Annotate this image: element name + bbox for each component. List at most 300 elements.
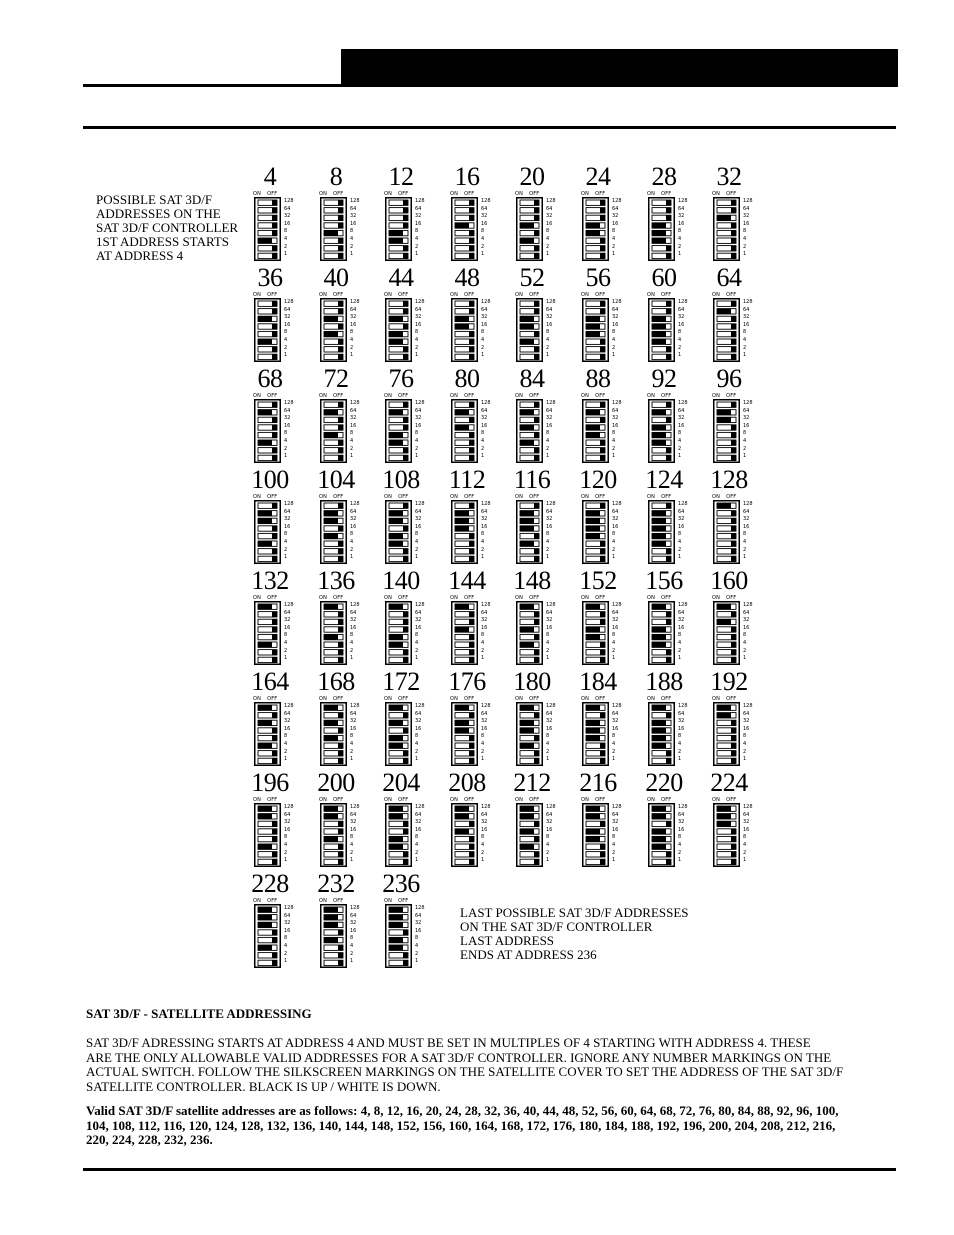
address-number: 88 bbox=[585, 364, 611, 393]
switch-lever-off bbox=[469, 354, 474, 359]
bit-weight: 128 bbox=[678, 703, 688, 709]
dip-switch-208 bbox=[444, 770, 510, 870]
dip-switch-body bbox=[648, 500, 675, 564]
bit-weight: 1 bbox=[350, 352, 354, 359]
dip-switch-body bbox=[254, 904, 281, 968]
switch-lever-on bbox=[652, 432, 666, 437]
bit-weight: 8 bbox=[481, 228, 485, 235]
bit-weight: 1 bbox=[415, 554, 419, 561]
bit-weight: 128 bbox=[284, 400, 294, 406]
switch-lever-on bbox=[652, 844, 666, 849]
bit-weight-labels bbox=[678, 198, 700, 259]
off-label: OFF bbox=[333, 797, 344, 803]
bit-weight: 64 bbox=[415, 912, 422, 919]
off-label: OFF bbox=[267, 494, 278, 500]
bit-weight: 64 bbox=[678, 811, 685, 818]
bit-weight: 16 bbox=[481, 624, 488, 631]
bit-weight: 8 bbox=[546, 430, 550, 437]
bit-weight: 128 bbox=[743, 602, 753, 608]
bit-weight: 2 bbox=[678, 647, 682, 654]
switch-lever-off bbox=[666, 448, 671, 453]
address-number: 156 bbox=[645, 566, 683, 595]
switch-lever-off bbox=[338, 208, 343, 213]
section-title: SAT 3D/F - SATELLITE ADDRESSING bbox=[86, 1006, 312, 1021]
switch-lever-off bbox=[534, 619, 539, 624]
switch-lever-off bbox=[403, 200, 408, 205]
switch-lever-off bbox=[338, 556, 343, 561]
switch-lever-on bbox=[389, 907, 403, 912]
switch-lever-on bbox=[520, 440, 534, 445]
switch-lever-off bbox=[600, 743, 605, 748]
address-number: 108 bbox=[382, 465, 420, 494]
switch-lever-off bbox=[534, 650, 539, 655]
bit-weight: 1 bbox=[546, 655, 550, 662]
bit-weight: 4 bbox=[678, 740, 682, 747]
switch-lever-on bbox=[586, 735, 600, 740]
bit-weight: 64 bbox=[546, 710, 553, 717]
address-number: 104 bbox=[317, 465, 355, 494]
off-label: OFF bbox=[267, 292, 278, 298]
bit-weight: 16 bbox=[481, 826, 488, 833]
bit-weight: 8 bbox=[743, 329, 747, 336]
bit-weight: 2 bbox=[678, 445, 682, 452]
switch-lever-off bbox=[534, 331, 539, 336]
switch-lever-off bbox=[338, 339, 343, 344]
bit-weight: 128 bbox=[743, 703, 753, 709]
bit-weight: 4 bbox=[350, 639, 354, 646]
dip-switch-52 bbox=[509, 265, 575, 365]
bit-weight: 8 bbox=[415, 531, 419, 538]
bit-weight: 8 bbox=[743, 632, 747, 639]
switch-lever-off bbox=[338, 246, 343, 251]
switch-lever-on bbox=[455, 324, 469, 329]
on-label: ON bbox=[384, 191, 393, 197]
on-label: ON bbox=[253, 797, 262, 803]
bit-weight: 128 bbox=[612, 198, 622, 204]
dip-switch-236 bbox=[378, 871, 444, 971]
bit-weight-labels bbox=[284, 198, 306, 259]
switch-lever-off bbox=[534, 735, 539, 740]
bit-weight: 2 bbox=[415, 647, 419, 654]
switch-lever-on bbox=[258, 518, 272, 523]
bit-weight: 64 bbox=[612, 609, 619, 616]
switch-lever-off bbox=[403, 728, 408, 733]
switch-lever-off bbox=[600, 657, 605, 662]
on-label: ON bbox=[712, 191, 721, 197]
switch-lever-off bbox=[600, 852, 605, 857]
switch-lever-off bbox=[469, 533, 474, 538]
bit-weight: 16 bbox=[678, 422, 685, 429]
bit-weight: 1 bbox=[678, 756, 682, 763]
bit-weight: 2 bbox=[743, 546, 747, 553]
switch-lever-off bbox=[272, 200, 277, 205]
address-number: 64 bbox=[716, 263, 742, 292]
switch-lever-on bbox=[455, 604, 469, 609]
dip-switch-body bbox=[385, 601, 412, 665]
switch-lever-on bbox=[455, 728, 469, 733]
bit-weight: 32 bbox=[415, 819, 422, 826]
on-label: ON bbox=[450, 393, 459, 399]
bit-weight: 8 bbox=[350, 228, 354, 235]
valid-addresses-list bbox=[86, 1104, 886, 1148]
bit-weight: 2 bbox=[284, 344, 288, 351]
switch-lever-on bbox=[520, 743, 534, 748]
bit-weight: 1 bbox=[415, 857, 419, 864]
switch-lever-on bbox=[652, 230, 666, 235]
bit-weight: 2 bbox=[481, 445, 485, 452]
switch-lever-on bbox=[652, 806, 666, 811]
switch-lever-on bbox=[258, 316, 272, 321]
switch-lever-off bbox=[469, 331, 474, 336]
bit-weight: 2 bbox=[612, 344, 616, 351]
bit-weight: 32 bbox=[678, 415, 685, 422]
switch-lever-off bbox=[338, 503, 343, 508]
bit-weight: 4 bbox=[415, 942, 419, 949]
switch-lever-on bbox=[520, 324, 534, 329]
off-label: OFF bbox=[595, 393, 606, 399]
bit-weight: 32 bbox=[415, 617, 422, 624]
bit-weight: 64 bbox=[743, 205, 750, 212]
switch-lever-off bbox=[272, 309, 277, 314]
dip-switch-body bbox=[385, 298, 412, 362]
off-label: OFF bbox=[529, 292, 540, 298]
bit-weight: 32 bbox=[481, 819, 488, 826]
off-label: OFF bbox=[661, 191, 672, 197]
switch-lever-on bbox=[586, 230, 600, 235]
switch-lever-off bbox=[272, 627, 277, 632]
switch-lever-off bbox=[272, 215, 277, 220]
bit-weight: 64 bbox=[546, 407, 553, 414]
dip-switch-40 bbox=[313, 265, 379, 365]
dip-switch-32 bbox=[706, 164, 772, 264]
bit-weight: 64 bbox=[612, 205, 619, 212]
first-note-line: SAT 3D/F CONTROLLER bbox=[96, 220, 239, 235]
dip-switch-220 bbox=[641, 770, 707, 870]
bit-weight: 8 bbox=[546, 228, 550, 235]
switch-lever-on bbox=[324, 806, 338, 811]
bit-weight-labels bbox=[546, 501, 568, 562]
switch-lever-on bbox=[389, 642, 403, 647]
switch-lever-off bbox=[272, 549, 277, 554]
switch-lever-off bbox=[338, 541, 343, 546]
bit-weight: 8 bbox=[612, 329, 616, 336]
switch-lever-off bbox=[600, 448, 605, 453]
off-label: OFF bbox=[661, 595, 672, 601]
dip-switch-8 bbox=[313, 164, 379, 264]
dip-switch-body bbox=[648, 601, 675, 665]
dip-switch-body bbox=[385, 803, 412, 867]
dip-switch-96 bbox=[706, 366, 772, 466]
switch-lever-on bbox=[717, 806, 731, 811]
dip-switch-body bbox=[451, 803, 478, 867]
switch-lever-off bbox=[338, 728, 343, 733]
address-number: 116 bbox=[513, 465, 551, 494]
switch-lever-off bbox=[731, 634, 736, 639]
bit-weight: 1 bbox=[481, 251, 485, 258]
address-number: 92 bbox=[651, 364, 677, 393]
switch-lever-off bbox=[272, 230, 277, 235]
bit-weight: 64 bbox=[481, 609, 488, 616]
bit-weight: 4 bbox=[743, 740, 747, 747]
switch-lever-off bbox=[469, 844, 474, 849]
switch-lever-on bbox=[389, 836, 403, 841]
switch-lever-off bbox=[666, 612, 671, 617]
dip-switch-80 bbox=[444, 366, 510, 466]
switch-lever-on bbox=[455, 814, 469, 819]
on-label: ON bbox=[712, 696, 721, 702]
switch-lever-on bbox=[520, 410, 534, 415]
bit-weight: 1 bbox=[546, 251, 550, 258]
bit-weight-labels bbox=[284, 602, 306, 663]
dip-switch-body bbox=[451, 197, 478, 261]
bit-weight: 8 bbox=[743, 531, 747, 538]
switch-lever-off bbox=[338, 852, 343, 857]
switch-lever-off bbox=[403, 208, 408, 213]
off-label: OFF bbox=[726, 797, 737, 803]
switch-lever-on bbox=[586, 432, 600, 437]
bit-weight: 2 bbox=[481, 748, 485, 755]
switch-lever-on bbox=[324, 705, 338, 710]
switch-lever-off bbox=[272, 208, 277, 213]
on-label: ON bbox=[253, 494, 262, 500]
bit-weight: 128 bbox=[612, 602, 622, 608]
off-label: OFF bbox=[529, 696, 540, 702]
bit-weight: 4 bbox=[284, 639, 288, 646]
switch-lever-off bbox=[272, 432, 277, 437]
bit-weight: 2 bbox=[612, 445, 616, 452]
first-note-line: 1ST ADDRESS STARTS bbox=[96, 234, 230, 249]
bit-weight: 2 bbox=[284, 647, 288, 654]
bit-weight: 4 bbox=[546, 235, 550, 242]
bit-weight-labels bbox=[678, 400, 700, 461]
address-number: 196 bbox=[251, 768, 289, 797]
switch-lever-on bbox=[520, 223, 534, 228]
bit-weight: 16 bbox=[350, 220, 357, 227]
bit-weight-labels bbox=[350, 703, 372, 764]
switch-lever-off bbox=[666, 246, 671, 251]
address-number: 192 bbox=[710, 667, 748, 696]
bit-weight: 128 bbox=[284, 198, 294, 204]
switch-lever-off bbox=[272, 324, 277, 329]
switch-lever-on bbox=[586, 627, 600, 632]
dip-switch-body bbox=[582, 500, 609, 564]
off-label: OFF bbox=[661, 696, 672, 702]
on-label: ON bbox=[581, 494, 590, 500]
dip-switch-body bbox=[516, 197, 543, 261]
bit-weight: 8 bbox=[743, 834, 747, 841]
bit-weight: 64 bbox=[612, 710, 619, 717]
on-label: ON bbox=[515, 393, 524, 399]
on-label: ON bbox=[253, 292, 262, 298]
switch-lever-on bbox=[455, 425, 469, 430]
switch-lever-off bbox=[403, 417, 408, 422]
switch-lever-off bbox=[403, 713, 408, 718]
bit-weight: 1 bbox=[350, 857, 354, 864]
switch-lever-off bbox=[469, 758, 474, 763]
switch-lever-off bbox=[534, 246, 539, 251]
bit-weight: 32 bbox=[481, 718, 488, 725]
dip-switch-body bbox=[648, 197, 675, 261]
dip-switch-body bbox=[582, 399, 609, 463]
dip-switch-body bbox=[451, 601, 478, 665]
bit-weight: 64 bbox=[612, 407, 619, 414]
dip-switch-body bbox=[516, 803, 543, 867]
switch-lever-off bbox=[469, 448, 474, 453]
switch-lever-off bbox=[731, 720, 736, 725]
bit-weight: 32 bbox=[284, 920, 291, 927]
bit-weight: 32 bbox=[612, 516, 619, 523]
bit-weight-labels bbox=[481, 400, 503, 461]
bit-weight: 2 bbox=[678, 748, 682, 755]
switch-lever-on bbox=[324, 432, 338, 437]
off-label: OFF bbox=[267, 393, 278, 399]
bit-weight: 4 bbox=[284, 437, 288, 444]
switch-lever-off bbox=[338, 309, 343, 314]
bit-weight: 1 bbox=[350, 554, 354, 561]
bit-weight: 32 bbox=[350, 516, 357, 523]
bit-weight: 64 bbox=[678, 609, 685, 616]
switch-lever-off bbox=[731, 518, 736, 523]
switch-lever-off bbox=[272, 223, 277, 228]
bit-weight: 16 bbox=[743, 624, 750, 631]
bit-weight: 8 bbox=[546, 834, 550, 841]
bit-weight: 128 bbox=[284, 299, 294, 305]
dip-switch-60 bbox=[641, 265, 707, 365]
bit-weight: 16 bbox=[546, 624, 553, 631]
on-label: ON bbox=[647, 292, 656, 298]
switch-lever-off bbox=[272, 829, 277, 834]
switch-lever-on bbox=[258, 945, 272, 950]
on-label: ON bbox=[384, 494, 393, 500]
bit-weight: 128 bbox=[612, 501, 622, 507]
bit-weight: 16 bbox=[350, 321, 357, 328]
bit-weight: 16 bbox=[546, 826, 553, 833]
bit-weight: 2 bbox=[350, 748, 354, 755]
switch-lever-off bbox=[600, 758, 605, 763]
switch-lever-off bbox=[338, 751, 343, 756]
bit-weight: 16 bbox=[284, 422, 291, 429]
on-label: ON bbox=[319, 595, 328, 601]
dip-switch-body bbox=[254, 803, 281, 867]
switch-lever-off bbox=[469, 339, 474, 344]
switch-lever-off bbox=[272, 347, 277, 352]
switch-lever-off bbox=[338, 425, 343, 430]
bit-weight: 16 bbox=[284, 523, 291, 530]
dip-switch-body bbox=[320, 601, 347, 665]
off-label: OFF bbox=[464, 393, 475, 399]
switch-lever-off bbox=[272, 301, 277, 306]
address-number: 140 bbox=[382, 566, 420, 595]
bit-weight: 4 bbox=[415, 437, 419, 444]
on-label: ON bbox=[253, 595, 262, 601]
address-number: 228 bbox=[251, 869, 289, 898]
bit-weight: 64 bbox=[546, 609, 553, 616]
switch-lever-off bbox=[338, 627, 343, 632]
bit-weight: 16 bbox=[678, 523, 685, 530]
bit-weight: 64 bbox=[743, 306, 750, 313]
switch-lever-on bbox=[717, 410, 731, 415]
bit-weight: 16 bbox=[284, 725, 291, 732]
switch-lever-off bbox=[731, 440, 736, 445]
bit-weight: 64 bbox=[678, 407, 685, 414]
bit-weight: 16 bbox=[743, 220, 750, 227]
switch-lever-on bbox=[324, 907, 338, 912]
switch-lever-off bbox=[600, 821, 605, 826]
bit-weight-labels bbox=[350, 602, 372, 663]
bit-weight: 128 bbox=[350, 198, 360, 204]
bit-weight: 2 bbox=[415, 445, 419, 452]
switch-lever-off bbox=[731, 844, 736, 849]
bit-weight: 128 bbox=[415, 198, 425, 204]
switch-lever-on bbox=[652, 425, 666, 430]
bit-weight: 1 bbox=[743, 756, 747, 763]
dip-switch-body bbox=[516, 702, 543, 766]
bit-weight: 4 bbox=[481, 235, 485, 242]
dip-switch-body bbox=[582, 601, 609, 665]
switch-lever-on bbox=[717, 713, 731, 718]
switch-lever-off bbox=[403, 619, 408, 624]
off-label: OFF bbox=[398, 898, 409, 904]
switch-lever-off bbox=[403, 930, 408, 935]
on-label: ON bbox=[253, 696, 262, 702]
switch-lever-off bbox=[403, 246, 408, 251]
on-label: ON bbox=[384, 696, 393, 702]
bit-weight: 4 bbox=[678, 437, 682, 444]
bit-weight: 2 bbox=[350, 647, 354, 654]
on-label: ON bbox=[581, 292, 590, 298]
bit-weight: 32 bbox=[284, 819, 291, 826]
switch-lever-off bbox=[469, 309, 474, 314]
switch-lever-off bbox=[731, 223, 736, 228]
bit-weight: 8 bbox=[481, 733, 485, 740]
off-label: OFF bbox=[333, 191, 344, 197]
bit-weight: 32 bbox=[481, 213, 488, 220]
switch-lever-on bbox=[652, 324, 666, 329]
switch-lever-off bbox=[469, 612, 474, 617]
bit-weight: 32 bbox=[678, 314, 685, 321]
on-label: ON bbox=[647, 696, 656, 702]
switch-lever-off bbox=[403, 852, 408, 857]
bit-weight: 2 bbox=[284, 243, 288, 250]
dip-switch-216 bbox=[575, 770, 641, 870]
switch-lever-on bbox=[586, 634, 600, 639]
bit-weight: 32 bbox=[350, 920, 357, 927]
bit-weight: 1 bbox=[612, 655, 616, 662]
bit-weight: 4 bbox=[481, 639, 485, 646]
bit-weight: 16 bbox=[546, 725, 553, 732]
switch-lever-on bbox=[520, 806, 534, 811]
off-label: OFF bbox=[464, 595, 475, 601]
dip-switch-body bbox=[648, 803, 675, 867]
off-label: OFF bbox=[595, 595, 606, 601]
bit-weight: 16 bbox=[415, 422, 422, 429]
address-number: 8 bbox=[329, 162, 343, 191]
switch-lever-off bbox=[534, 533, 539, 538]
bit-weight: 32 bbox=[284, 718, 291, 725]
bit-weight: 4 bbox=[284, 235, 288, 242]
bit-weight: 4 bbox=[678, 841, 682, 848]
switch-lever-off bbox=[666, 200, 671, 205]
bit-weight: 8 bbox=[350, 531, 354, 538]
bit-weight: 4 bbox=[284, 538, 288, 545]
switch-lever-on bbox=[258, 922, 272, 927]
on-label: ON bbox=[384, 292, 393, 298]
bit-weight-labels bbox=[415, 299, 437, 360]
bit-weight-labels bbox=[743, 501, 765, 562]
switch-lever-off bbox=[600, 246, 605, 251]
bit-weight: 128 bbox=[546, 299, 556, 305]
dip-switch-232 bbox=[313, 871, 379, 971]
